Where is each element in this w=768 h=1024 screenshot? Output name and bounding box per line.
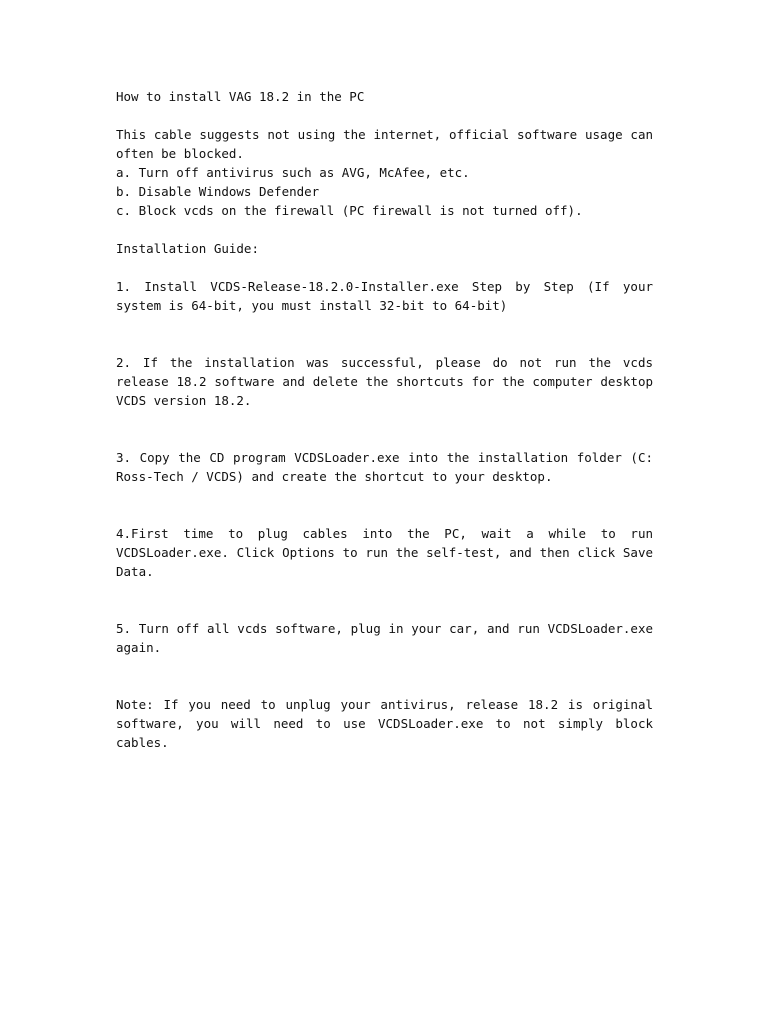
list-item-c: c. Block vcds on the firewall (PC firewall is not turned off). (116, 203, 583, 218)
document-body (116, 87, 653, 752)
note-paragraph: Note: If you need to unplug your antivirus, release 18.2 is original software, you will need to use VCDSLoader.exe to not simply block cables. (116, 697, 653, 750)
spacer (116, 657, 653, 695)
document-title: How to install VAG 18.2 in the PC (116, 89, 365, 104)
step-5: 5. Turn off all vcds software, plug in your car, and run VCDSLoader.exe again. (116, 621, 653, 655)
step-2: 2. If the installation was successful, please do not run the vcds release 18.2 software and delete the shortcuts for the computer desktop VCDS version 18.2. (116, 355, 653, 408)
list-item-a: a. Turn off antivirus such as AVG, McAfee, etc. (116, 165, 470, 180)
guide-heading: Installation Guide: (116, 241, 259, 256)
spacer (116, 486, 653, 524)
spacer (116, 581, 653, 619)
spacer (116, 315, 653, 353)
step-1: 1. Install VCDS-Release-18.2.0-Installer.exe Step by Step (If your system is 64-bit, you must install 32-bit to 64-bit) (116, 279, 653, 313)
intro-paragraph: This cable suggests not using the internet, official software usage can often be blocked. (116, 127, 653, 161)
step-4: 4.First time to plug cables into the PC, wait a while to run VCDSLoader.exe. Click Options to run the self-test, and then click Save Data. (116, 526, 653, 579)
spacer (116, 410, 653, 448)
spacer (116, 258, 653, 277)
spacer (116, 220, 653, 239)
step-3: 3. Copy the CD program VCDSLoader.exe into the installation folder (C: Ross-Tech / VCDS) and create the shortcut to your desktop. (116, 450, 653, 484)
list-item-b: b. Disable Windows Defender (116, 184, 320, 199)
spacer (116, 106, 653, 125)
